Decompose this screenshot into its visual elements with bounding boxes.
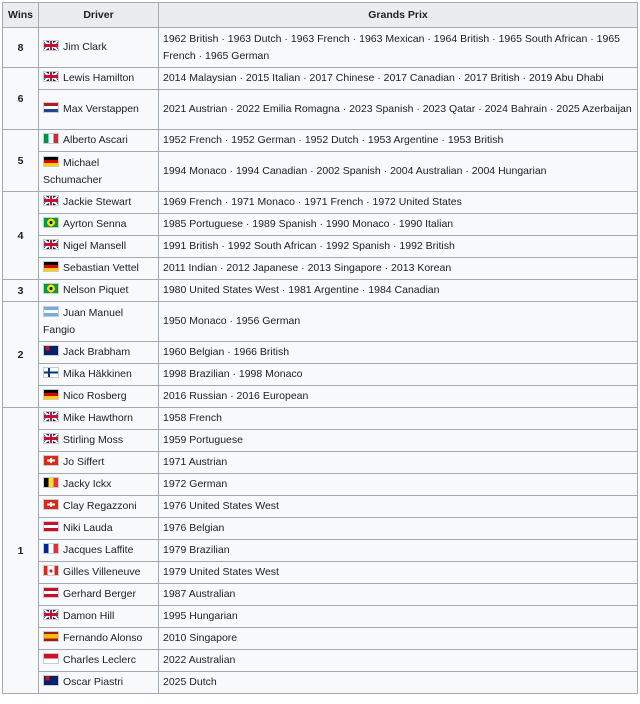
driver-name-link[interactable]: Gerhard Berger <box>63 588 136 601</box>
driver-cell <box>39 130 159 152</box>
table-row <box>3 192 638 214</box>
au-flag-icon <box>43 675 59 686</box>
br-flag-icon <box>43 217 59 228</box>
grands-prix-cell: 1998 Brazilian · 1998 Monaco <box>159 364 638 386</box>
grands-prix-cell: 1962 British · 1963 Dutch · 1963 French · 1963 Mexican · 1964 British · 1965 South African · 1965 French · 1965 German <box>159 28 638 68</box>
table-row <box>3 342 638 364</box>
driver-name-link[interactable]: Jack Brabham <box>63 346 131 359</box>
driver-name-link[interactable]: Juan Manuel Fangio <box>43 306 124 336</box>
driver-name-link[interactable]: Gilles Villeneuve <box>63 566 141 579</box>
gb-flag-icon <box>43 411 59 422</box>
table-row <box>3 130 638 152</box>
driver-name-link[interactable]: Alberto Ascari <box>63 134 128 147</box>
driver-cell <box>39 68 159 90</box>
grands-prix-header[interactable]: Grands Prix <box>159 3 638 28</box>
table-row <box>3 540 638 562</box>
driver-cell <box>39 562 159 584</box>
driver-cell <box>39 606 159 628</box>
table-row <box>3 606 638 628</box>
wins-cell: 1 <box>3 408 39 694</box>
table-row <box>3 68 638 90</box>
table-row <box>3 214 638 236</box>
driver-name-link[interactable]: Nico Rosberg <box>63 390 127 403</box>
at-flag-icon <box>43 521 59 532</box>
driver-cell <box>39 192 159 214</box>
gb-flag-icon <box>43 71 59 82</box>
wins-cell: 8 <box>3 28 39 68</box>
driver-name-link[interactable]: Jim Clark <box>63 41 107 54</box>
wins-cell: 4 <box>3 192 39 280</box>
driver-name-link[interactable]: Ayrton Senna <box>63 218 127 231</box>
table-row <box>3 672 638 694</box>
driver-cell <box>39 28 159 68</box>
grands-prix-cell: 1976 United States West <box>159 496 638 518</box>
driver-name-link[interactable]: Charles Leclerc <box>63 654 136 667</box>
driver-cell <box>39 474 159 496</box>
driver-name-link[interactable]: Damon Hill <box>63 610 115 623</box>
driver-name-link[interactable]: Lewis Hamilton <box>63 72 135 85</box>
driver-name-link[interactable]: Sebastian Vettel <box>63 262 139 275</box>
it-flag-icon <box>43 133 59 144</box>
driver-cell <box>39 90 159 130</box>
grands-prix-cell: 1960 Belgian · 1966 British <box>159 342 638 364</box>
grands-prix-cell: 2025 Dutch <box>159 672 638 694</box>
gb-flag-icon <box>43 239 59 250</box>
grands-prix-cell: 1969 French · 1971 Monaco · 1971 French · 1972 United States <box>159 192 638 214</box>
driver-name-link[interactable]: Max Verstappen <box>63 103 139 116</box>
grands-prix-cell: 2021 Austrian · 2022 Emilia Romagna · 2023 Spanish · 2023 Qatar · 2024 Bahrain · 2025 Azerbaijan <box>159 90 638 130</box>
ch-flag-icon <box>43 499 59 510</box>
table-header-row <box>3 3 638 28</box>
driver-name-link[interactable]: Fernando Alonso <box>63 632 143 645</box>
driver-name-link[interactable]: Nelson Piquet <box>63 284 129 297</box>
driver-cell <box>39 452 159 474</box>
driver-name-link[interactable]: Niki Lauda <box>63 522 113 535</box>
grands-prix-cell: 1958 French <box>159 408 638 430</box>
grands-prix-cell: 2011 Indian · 2012 Japanese · 2013 Singapore · 2013 Korean <box>159 258 638 280</box>
table-row <box>3 628 638 650</box>
driver-cell <box>39 540 159 562</box>
driver-name-link[interactable]: Jacques Laffite <box>63 544 134 557</box>
table-row <box>3 152 638 192</box>
driver-cell <box>39 364 159 386</box>
grands-prix-cell: 1979 Brazilian <box>159 540 638 562</box>
grands-prix-cell: 1995 Hungarian <box>159 606 638 628</box>
driver-cell <box>39 518 159 540</box>
grands-prix-cell: 1976 Belgian <box>159 518 638 540</box>
table-row <box>3 430 638 452</box>
grands-prix-cell: 1994 Monaco · 1994 Canadian · 2002 Spanish · 2004 Australian · 2004 Hungarian <box>159 152 638 192</box>
driver-cell <box>39 280 159 302</box>
be-flag-icon <box>43 477 59 488</box>
table-row <box>3 386 638 408</box>
grands-prix-cell: 1987 Australian <box>159 584 638 606</box>
gb-flag-icon <box>43 609 59 620</box>
gb-flag-icon <box>43 40 59 51</box>
ch-flag-icon <box>43 455 59 466</box>
table-row <box>3 518 638 540</box>
de-flag-icon <box>43 261 59 272</box>
table-row <box>3 496 638 518</box>
driver-cell <box>39 628 159 650</box>
driver-name-link[interactable]: Stirling Moss <box>63 434 124 447</box>
grands-prix-cell: 1991 British · 1992 South African · 1992 Spanish · 1992 British <box>159 236 638 258</box>
wins-cell: 5 <box>3 130 39 192</box>
driver-name-link[interactable]: Mike Hawthorn <box>63 412 134 425</box>
driver-name-link[interactable]: Jackie Stewart <box>63 196 132 209</box>
at-flag-icon <box>43 587 59 598</box>
gb-flag-icon <box>43 195 59 206</box>
wins-header[interactable]: Wins <box>3 3 39 28</box>
wins-cell: 6 <box>3 68 39 130</box>
driver-name-link[interactable]: Mika Häkkinen <box>63 368 132 381</box>
driver-cell <box>39 386 159 408</box>
driver-cell <box>39 258 159 280</box>
de-flag-icon <box>43 389 59 400</box>
table-row <box>3 90 638 130</box>
ca-flag-icon <box>43 565 59 576</box>
table-row <box>3 364 638 386</box>
driver-name-link[interactable]: Michael Schumacher <box>43 156 102 186</box>
grands-prix-cell: 1979 United States West <box>159 562 638 584</box>
fr-flag-icon <box>43 543 59 554</box>
grands-prix-cell: 2022 Australian <box>159 650 638 672</box>
driver-header[interactable]: Driver <box>39 3 159 28</box>
driver-cell <box>39 236 159 258</box>
mc-flag-icon <box>43 653 59 664</box>
driver-cell <box>39 584 159 606</box>
driver-cell <box>39 430 159 452</box>
driver-cell <box>39 496 159 518</box>
driver-cell <box>39 302 159 342</box>
br-flag-icon <box>43 283 59 294</box>
driver-name-link[interactable]: Nigel Mansell <box>63 240 127 253</box>
grands-prix-cell: 1980 United States West · 1981 Argentine · 1984 Canadian <box>159 280 638 302</box>
grands-prix-cell: 2010 Singapore <box>159 628 638 650</box>
table-row <box>3 562 638 584</box>
gb-flag-icon <box>43 433 59 444</box>
es-flag-icon <box>43 631 59 642</box>
driver-cell <box>39 152 159 192</box>
grands-prix-cell: 2016 Russian · 2016 European <box>159 386 638 408</box>
grands-prix-cell: 1971 Austrian <box>159 452 638 474</box>
driver-name-link[interactable]: Oscar Piastri <box>63 676 124 689</box>
table-row <box>3 452 638 474</box>
table-row <box>3 474 638 496</box>
fi-flag-icon <box>43 367 59 378</box>
ar-flag-icon <box>43 306 59 317</box>
table-row <box>3 302 638 342</box>
table-row <box>3 258 638 280</box>
wins-cell: 2 <box>3 302 39 408</box>
driver-name-link[interactable]: Jacky Ickx <box>63 478 112 491</box>
driver-name-link[interactable]: Jo Siffert <box>63 456 105 469</box>
table-row <box>3 280 638 302</box>
driver-cell <box>39 214 159 236</box>
grands-prix-cell: 1959 Portuguese <box>159 430 638 452</box>
de-flag-icon <box>43 156 59 167</box>
driver-cell <box>39 672 159 694</box>
grands-prix-cell: 1985 Portuguese · 1989 Spanish · 1990 Monaco · 1990 Italian <box>159 214 638 236</box>
table-row <box>3 408 638 430</box>
table-row <box>3 236 638 258</box>
nl-flag-icon <box>43 102 59 113</box>
table-row <box>3 584 638 606</box>
grands-prix-cell: 1952 French · 1952 German · 1952 Dutch · 1953 Argentine · 1953 British <box>159 130 638 152</box>
wins-cell: 3 <box>3 280 39 302</box>
au-flag-icon <box>43 345 59 356</box>
driver-cell <box>39 342 159 364</box>
table-row <box>3 28 638 68</box>
grands-prix-cell: 1950 Monaco · 1956 German <box>159 302 638 342</box>
driver-cell <box>39 650 159 672</box>
wins-table <box>2 2 638 694</box>
grands-prix-cell: 1972 German <box>159 474 638 496</box>
driver-cell <box>39 408 159 430</box>
driver-name-link[interactable]: Clay Regazzoni <box>63 500 137 513</box>
grands-prix-cell: 2014 Malaysian · 2015 Italian · 2017 Chinese · 2017 Canadian · 2017 British · 2019 Abu Dhabi <box>159 68 638 90</box>
table-body <box>3 28 638 694</box>
table-row <box>3 650 638 672</box>
